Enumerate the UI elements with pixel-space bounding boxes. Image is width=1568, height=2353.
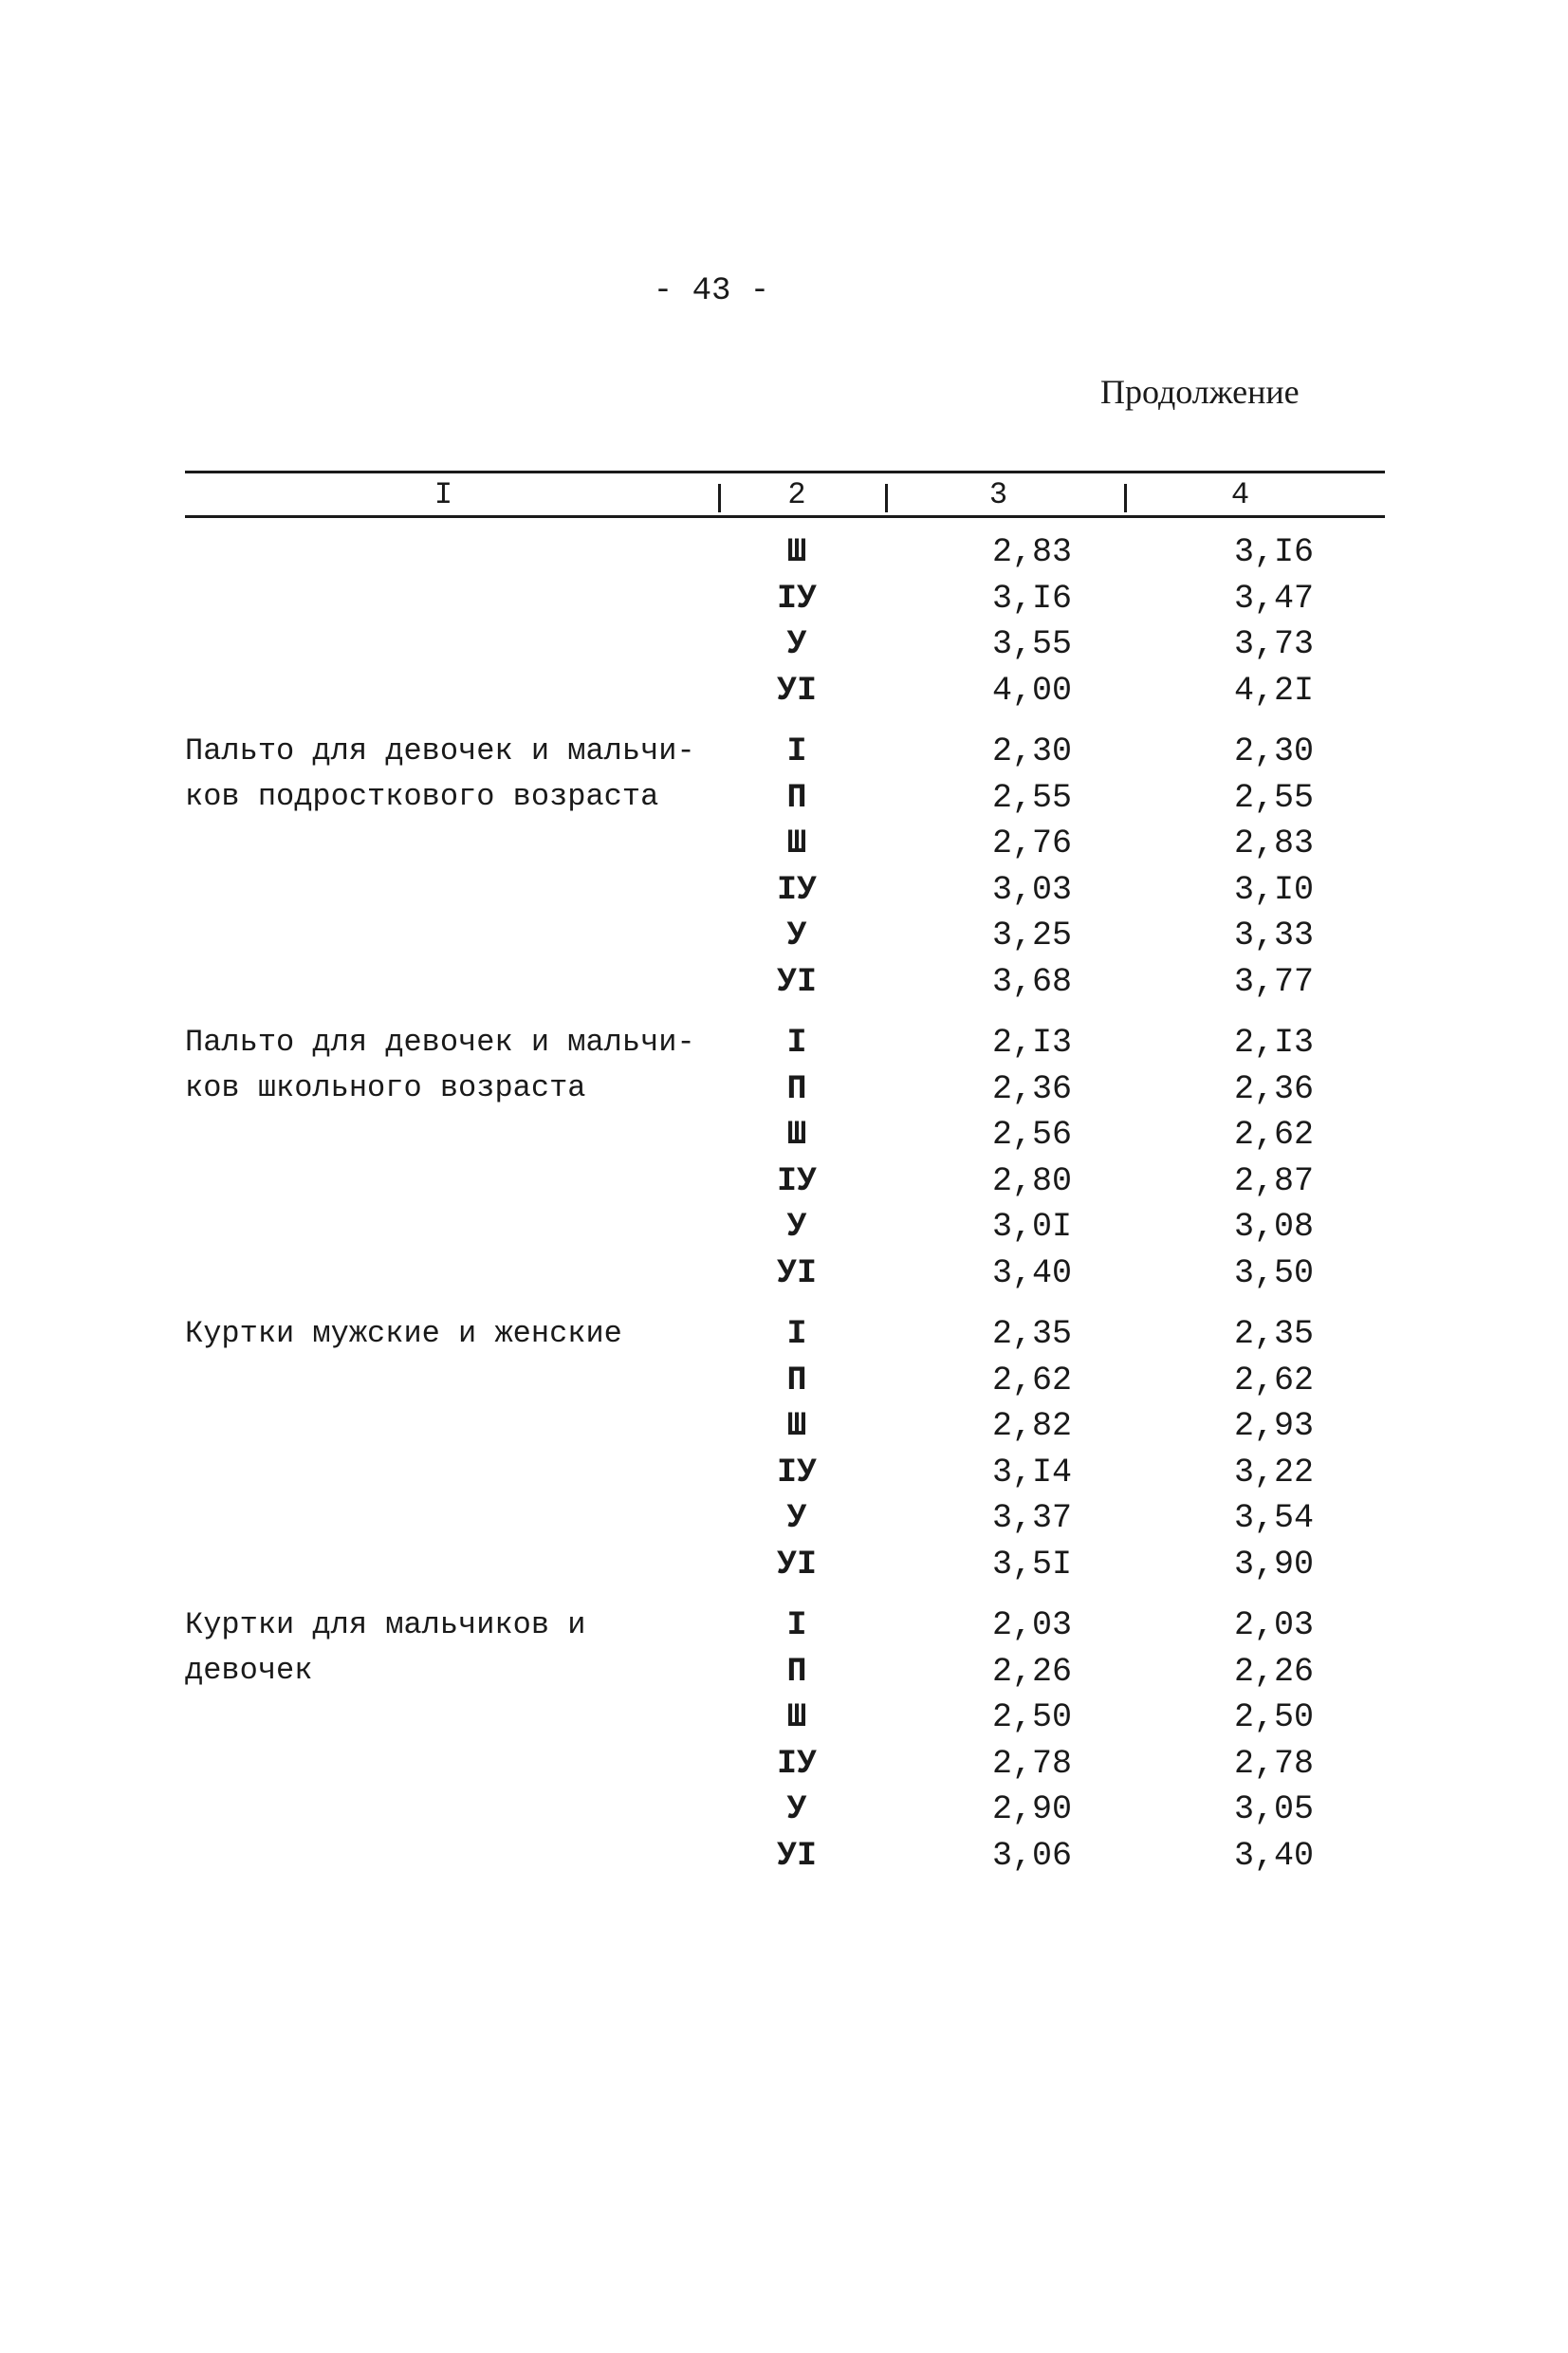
column-3-value: 2,83: [991, 533, 1072, 571]
size-group-cell: IУ: [776, 870, 817, 909]
column-3-value: 2,55: [991, 778, 1072, 817]
table-row: [0, 1695, 1568, 1741]
table-row: [0, 1450, 1568, 1496]
table-row: [0, 959, 1568, 1006]
size-group-cell: П: [786, 1652, 807, 1691]
table-row: [0, 1649, 1568, 1695]
column-3-value: 2,56: [991, 1116, 1072, 1154]
table-header-rule: [185, 515, 1385, 518]
table-row: [0, 775, 1568, 822]
column-3-value: 3,5I: [991, 1545, 1072, 1584]
column-4-value: 2,30: [1233, 732, 1314, 770]
size-group-cell: У: [786, 1790, 807, 1828]
size-group-cell: Ш: [786, 533, 807, 571]
table-row: [0, 1112, 1568, 1158]
product-name: Куртки для мальчиков и девочек: [185, 1607, 586, 1688]
column-3-value: 3,I4: [991, 1453, 1072, 1491]
column-header-2: 2: [787, 477, 806, 512]
size-group-cell: УI: [776, 1836, 817, 1875]
size-group-cell: IУ: [776, 1453, 817, 1491]
table-row: [0, 1403, 1568, 1450]
column-4-value: 3,I6: [1233, 533, 1314, 571]
column-3-value: 2,76: [991, 824, 1072, 862]
table-row: [0, 1158, 1568, 1205]
table-group: [0, 529, 1568, 713]
size-group-cell: Ш: [786, 824, 807, 862]
size-group-cell: У: [786, 625, 807, 663]
column-4-value: 3,90: [1233, 1545, 1314, 1584]
column-header-4: 4: [1230, 477, 1250, 512]
column-3-value: 3,0I: [991, 1208, 1072, 1246]
column-4-value: 3,73: [1233, 625, 1314, 663]
size-group-cell: Ш: [786, 1698, 807, 1736]
table-row: [0, 1495, 1568, 1542]
size-group-cell: У: [786, 917, 807, 954]
size-group-cell: IУ: [776, 1744, 817, 1783]
column-header-1: I: [434, 477, 453, 512]
column-4-value: 3,47: [1233, 579, 1314, 618]
column-3-value: 2,I3: [991, 1024, 1072, 1062]
column-4-value: 3,50: [1233, 1253, 1314, 1292]
column-3-value: 4,00: [991, 671, 1072, 710]
continuation-label: Продолжение: [1100, 373, 1300, 411]
table-group: [0, 729, 1568, 1005]
size-group-cell: Ш: [786, 1116, 807, 1154]
table-row: [0, 1603, 1568, 1649]
size-group-cell: УI: [776, 1253, 817, 1292]
column-3-value: 2,82: [991, 1407, 1072, 1445]
table-row: [0, 1020, 1568, 1066]
column-separator: [1124, 484, 1127, 512]
column-4-value: 3,08: [1233, 1208, 1314, 1246]
column-4-value: 2,87: [1233, 1161, 1314, 1200]
table-row: [0, 1358, 1568, 1404]
table-row: [0, 1251, 1568, 1297]
table-body: [0, 529, 1568, 1894]
column-3-value: 2,78: [991, 1744, 1072, 1783]
column-4-value: 2,62: [1233, 1361, 1314, 1399]
column-4-value: 2,83: [1233, 824, 1314, 862]
column-3-value: 2,80: [991, 1161, 1072, 1200]
column-4-value: 2,26: [1233, 1652, 1314, 1691]
column-4-value: 3,40: [1233, 1836, 1314, 1875]
column-3-value: 2,62: [991, 1361, 1072, 1399]
size-group-cell: I: [786, 1024, 807, 1062]
page-number: - 43 -: [653, 273, 770, 309]
column-3-value: 3,03: [991, 870, 1072, 909]
column-4-value: 2,I3: [1233, 1024, 1314, 1062]
column-4-value: 3,05: [1233, 1790, 1314, 1828]
column-3-value: 3,06: [991, 1836, 1072, 1875]
column-3-value: 3,68: [991, 962, 1072, 1001]
size-group-cell: Ш: [786, 1407, 807, 1445]
column-4-value: 2,03: [1233, 1606, 1314, 1644]
column-4-value: 3,54: [1233, 1499, 1314, 1537]
column-3-value: 2,35: [991, 1315, 1072, 1353]
column-4-value: 2,93: [1233, 1407, 1314, 1445]
column-3-value: 3,I6: [991, 579, 1072, 618]
size-group-cell: УI: [776, 671, 817, 710]
column-4-value: 2,78: [1233, 1744, 1314, 1783]
column-4-value: 2,55: [1233, 778, 1314, 817]
column-3-value: 3,25: [991, 917, 1072, 954]
table-row: [0, 867, 1568, 914]
column-3-value: 2,30: [991, 732, 1072, 770]
column-3-value: 3,37: [991, 1499, 1072, 1537]
size-group-cell: IУ: [776, 1161, 817, 1200]
product-name: Пальто для девочек и мальчи- ков школьного возраста: [185, 1025, 695, 1105]
column-3-value: 2,90: [991, 1790, 1072, 1828]
column-4-value: 2,62: [1233, 1116, 1314, 1154]
table-top-rule: [185, 471, 1385, 473]
table-row: [0, 621, 1568, 668]
table-row: [0, 1311, 1568, 1358]
size-group-cell: IУ: [776, 579, 817, 618]
column-3-value: 2,03: [991, 1606, 1072, 1644]
table-row: [0, 913, 1568, 959]
column-separator: [885, 484, 888, 512]
size-group-cell: У: [786, 1208, 807, 1246]
column-separator: [718, 484, 721, 512]
table-row: [0, 1787, 1568, 1833]
size-group-cell: П: [786, 1361, 807, 1399]
size-group-cell: УI: [776, 1545, 817, 1584]
table-group: [0, 1603, 1568, 1879]
table-row: [0, 1542, 1568, 1588]
column-3-value: 2,26: [991, 1652, 1072, 1691]
product-name: Пальто для девочек и мальчи- ков подросткового возраста: [185, 733, 695, 814]
table-row: [0, 1833, 1568, 1880]
size-group-cell: УI: [776, 962, 817, 1001]
column-3-value: 2,50: [991, 1698, 1072, 1736]
table-group: [0, 1311, 1568, 1587]
size-group-cell: П: [786, 778, 807, 817]
product-name: Куртки мужские и женские: [185, 1316, 622, 1351]
size-group-cell: У: [786, 1499, 807, 1537]
column-3-value: 2,36: [991, 1069, 1072, 1108]
table-row: [0, 729, 1568, 775]
size-group-cell: П: [786, 1069, 807, 1108]
column-4-value: 4,2I: [1233, 671, 1314, 710]
column-3-value: 3,40: [991, 1253, 1072, 1292]
column-4-value: 2,35: [1233, 1315, 1314, 1353]
column-4-value: 2,36: [1233, 1069, 1314, 1108]
column-4-value: 3,33: [1233, 917, 1314, 954]
column-3-value: 3,55: [991, 625, 1072, 663]
table-row: [0, 1204, 1568, 1251]
size-group-cell: I: [786, 1315, 807, 1353]
table-row: [0, 576, 1568, 622]
table-row: [0, 821, 1568, 867]
table-row: [0, 1066, 1568, 1113]
size-group-cell: I: [786, 732, 807, 770]
column-header-3: 3: [988, 477, 1008, 512]
column-4-value: 3,22: [1233, 1453, 1314, 1491]
table-row: [0, 529, 1568, 576]
column-4-value: 3,I0: [1233, 870, 1314, 909]
table-row: [0, 668, 1568, 714]
table-group: [0, 1020, 1568, 1296]
table-row: [0, 1741, 1568, 1788]
size-group-cell: I: [786, 1606, 807, 1644]
column-4-value: 2,50: [1233, 1698, 1314, 1736]
column-4-value: 3,77: [1233, 962, 1314, 1001]
